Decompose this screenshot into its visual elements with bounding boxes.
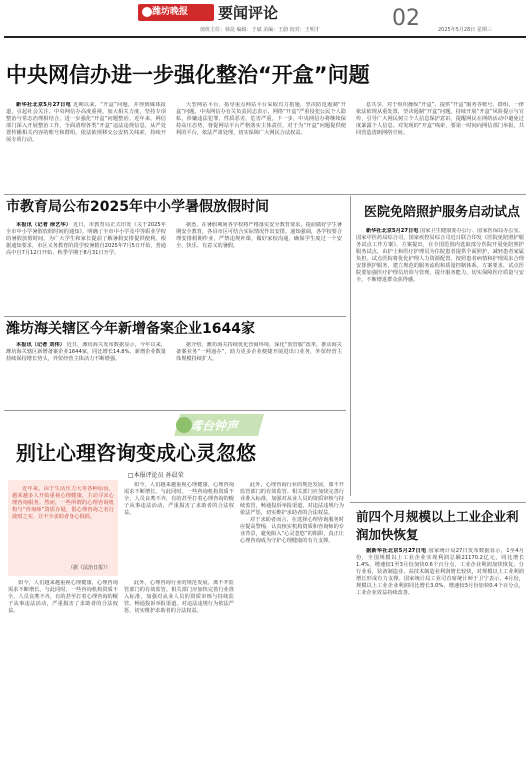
- article1-lead: 新华社北京5月27日电: [16, 102, 72, 108]
- article1-col1-text: 近期以来，“开盒”问题，并得到媒体报道，引起社会关注。中央网信办高度重视，加大相关力度，坚持专项整治与常态治理相结合，进一步强化“开盒”问题整治。近年来，网信部门深入开展整治工作，全面清理各类“开盒”违法违规信息，从严处置传播相关内容的账号和群组，依法依规移交公安机关线索，持续开展专项行动。: [6, 102, 166, 143]
- article1-headline: 中央网信办进一步强化整治“开盒”问题: [6, 63, 370, 87]
- opinion-headline: 别让心理咨询变成心灵忽悠: [16, 441, 256, 465]
- article1-col2-text: 大型网站平台，指导重点网站平台采取有力措施，坚决防范遏制“开盒”问题。中央网信办有关负责同志表示，网络“开盒”严重侵犯公民个人隐私，涉嫌违法犯罪，性质恶劣，危害严重。下一步，中央网信办将继续保持高压态势，督促网站平台严格落实主体责任，对于为“开盒”问题提供便利的平台，依法严肃处理，切实保障广大网民合法权益。: [176, 102, 346, 136]
- opinion-col2: [124, 482, 234, 576]
- article4-col1: [6, 342, 166, 406]
- article3-headline: 医院免陪照护服务启动试点: [364, 205, 521, 220]
- divider: [350, 502, 526, 503]
- article2-byline: 本报讯（记者 徐艺华）: [16, 222, 72, 228]
- article1-col1: [6, 102, 166, 190]
- article4-byline: 本报讯（记者 刘伟）: [16, 342, 65, 348]
- editors-line: 值班主任：韩昆 编辑：于斌 美编：王蔚 校对：王明才: [200, 27, 320, 33]
- divider: [4, 410, 346, 411]
- masthead-rule: [4, 36, 526, 38]
- sidebox-source: （据《法治日报》）: [68, 565, 111, 571]
- article2-col1: [6, 222, 166, 310]
- issue-date: 2025年5月28日 星期三: [438, 27, 492, 33]
- article4-col2-text: 据介绍，潍坊海关持续优化营商环境，深化“放管服”改革，推动海关备案业务“一网通办”，助力更多企业便捷开展进出口业务，外贸经营主体规模持续扩大。: [176, 342, 342, 362]
- article2-headline: 市教育局公布2025年中小学暑假放假时间: [6, 199, 269, 215]
- opinion-author: □本报评论员 孙晨荣: [128, 472, 184, 479]
- article2-col2: [176, 222, 342, 310]
- section-title: 要闻评论: [218, 4, 279, 22]
- article5-lead: 据新华社北京5月27日电: [366, 548, 427, 554]
- article3-body-text: 国家卫生健康委办公厅、国家医保局办公室、国家中医药局综合司、国家疾控局综合司近日联合印发《医院免陪照护服务试点工作方案》，方案提出，在全国范围内选取部分医院开展免陪照护服务试点，由护士和医疗护理员为住院患者提供全面照护，减轻患者家属负担。试点医院将优化护理人力资源配置，按照患者病情和护理需求合理安排照护服务，建立规范的服务流程和质量控制体系。方案要求，试点医院要加强医疗护理员培训与管理，提升服务能力，切实保障医疗质量与安全，不断增进群众获得感。: [356, 228, 524, 283]
- article4-col1-text: 近日，潍坊海关发布数据显示，今年以来，潍坊海关辖区新增备案企业1644家，同比增长14.8%，新增企业数量持续保持增长势头，外贸经营主体活力不断增强。: [6, 342, 166, 362]
- article1-col2: [176, 102, 346, 190]
- opinion-col2-text: 如今，人们越来越重视心理健康，心理咨询需求不断增长。与此同时，一些咨询机构资质不全、人员良莠不齐，有的甚至打着心理咨询的幌子从事违法活动，严重损害了求助者的合法权益。: [124, 482, 234, 516]
- article4-col2: [176, 342, 342, 406]
- opinion-sidebox: [8, 480, 118, 576]
- article4-headline: 潍坊海关辖区今年新增备案企业1644家: [6, 321, 255, 337]
- logo-mark-icon: [142, 7, 152, 17]
- opinion-col3: [240, 482, 344, 772]
- opinion-col1-lower: [8, 580, 118, 776]
- article1-col3: [356, 102, 524, 190]
- opinion-col1-lower-text: 如今，人们越来越重视心理健康，心理咨询需求不断增长。与此同时，一些咨询机构资质不全、人员良莠不齐，有的甚至打着心理咨询的幌子从事违法活动，严重损害了求助者的合法权益。: [8, 580, 118, 614]
- article1-col3-text: 息共享，对于组织操纵“开盒”、提供“开盒”服务等账号、群组，一律依法依规从重处置，坚决遏制“开盒”问题。持续开展“开盒”风险提示与宣传，引导广大网民树立个人信息保护意识，提醒网民在网络活动中避免过度暴露个人信息。对发现的“开盒”线索，要第一时间向网信部门举报，共同营造清朗网络空间。: [356, 102, 524, 136]
- opinion-column-name: 鸢台钟声: [190, 419, 239, 433]
- opinion-col2-lower-text: 此外，心理咨询行业的规范发展，离不开监管部门的有效监管。相关部门应加快完善行业准入标准，加强对从业人员的资质审核与持续监管，畅通投诉举报渠道，对违法违规行为依法严惩，切实维护求助者的合法权益。: [124, 580, 234, 614]
- opinion-col3-text-2: 对于求助者而言，在选择心理咨询服务时应提高警惕，认真核实机构资质和咨询师的专业背景，避免陷入“心灵忽悠”的陷阱，真正让心理咨询成为守护心理健康的有力支撑。: [240, 517, 344, 544]
- divider: [4, 316, 346, 317]
- article5-body-text: 国家统计局27日发布数据显示，1至4月份，全国规模以上工业企业实现利润总额21170.2亿元，同比增长1.4%，增速较1至3月份加快0.6个百分点，工业企业利润加快恢复。分行业看，装备制造业、高技术制造业利润增长较快，对规模以上工业利润增长形成有力支撑。国家统计局工业司首席统计师于卫宁表示，4月份，规模以上工业企业利润同比增长3.0%，增速较3月份加快0.4个百分点，工业企业效益持续改善。: [356, 548, 524, 596]
- sidebox-paragraph: 近年来，由于生活压力大等各种原因，越来越多人开始重视心理健康，主动寻求心理咨询服务。然而，一些所谓的心理咨询机构与“咨询师”资质存疑，借心理咨询之名行敛财之实，让不少求助者身心俱损。: [12, 486, 114, 520]
- article5-body: [356, 548, 524, 776]
- article5-headline: 前四个月规模以上工业企业利润加快恢复: [356, 509, 519, 542]
- sidebox-text: [12, 486, 114, 564]
- opinion-col3-text: 此外，心理咨询行业的规范发展，离不开监管部门的有效监管。相关部门应加快完善行业准入标准，加强对从业人员的资质审核与持续监管，畅通投诉举报渠道，对违法违规行为依法严惩，切实维护求助者的合法权益。: [240, 482, 344, 516]
- paper-name: 潍坊晚报: [152, 7, 189, 17]
- column-divider: [350, 196, 351, 496]
- divider: [4, 194, 526, 195]
- page-number: 02: [392, 6, 420, 31]
- article3-lead: 新华社北京5月27日电: [366, 228, 419, 234]
- article2-col2-text: 据悉，在暑假期间各学校将严格落实安全教育要求，提前做好学生暑期安全教育，各县市区可结合实际情况作出安排。通知强调，各学校要合理安排假期作业，严禁违规补课，做好家校沟通，确保学生度过一个安全、快乐、有意义的暑假。: [176, 222, 342, 249]
- article3-body: [356, 228, 524, 498]
- article2-col1-text: 近日，市教育局正式印发《关于2025年全市中小学暑假放假时间的通知》，明确了全市中小学及中等职业学校的暑假放假时间。为广大学生和家长提前了解暑假安排提供便利。根据通知要求，市区义务教育阶段学校暑假自2025年7月5日开始，普通高中自7月12日开始，秋季学期于8月31日开学。: [6, 222, 166, 256]
- opinion-col2-lower: [124, 580, 234, 776]
